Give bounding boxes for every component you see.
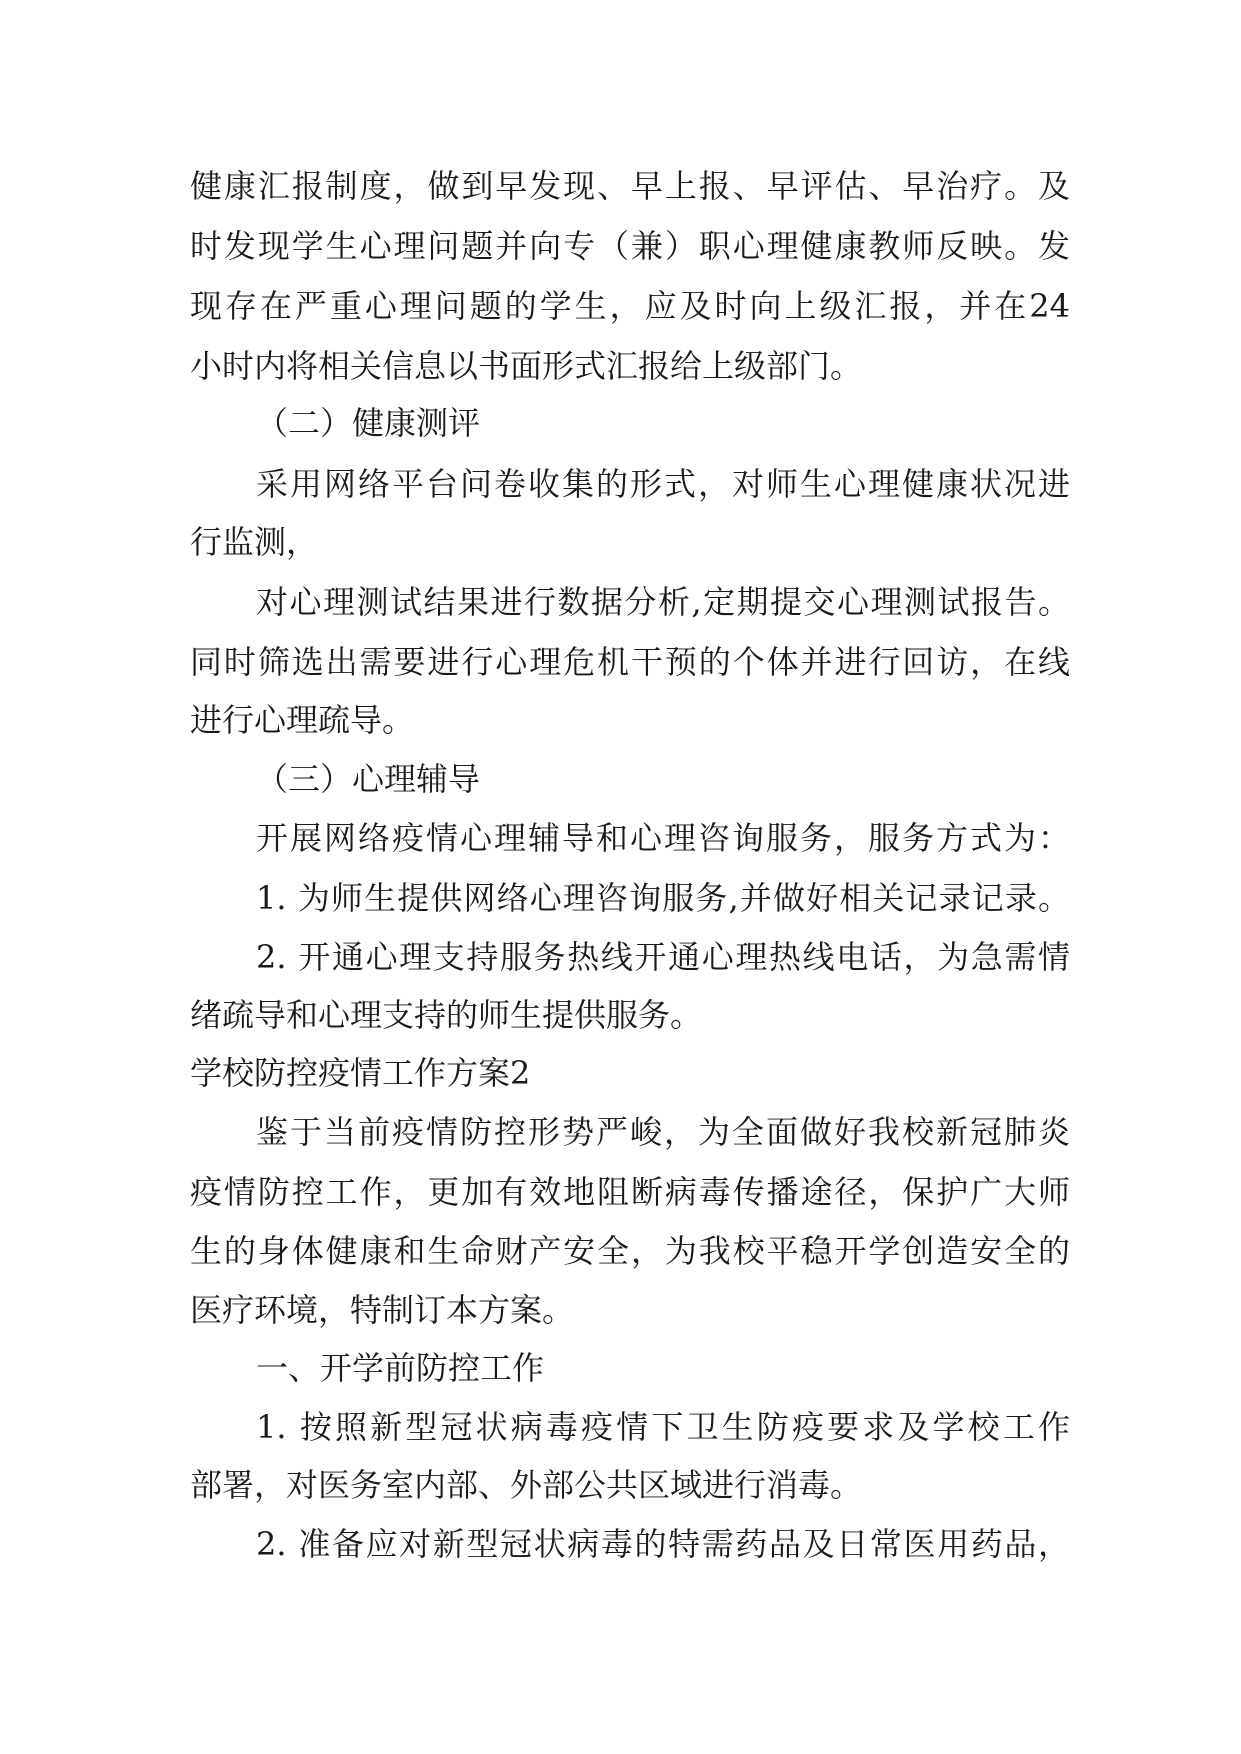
text-line: 行监测， (190, 523, 319, 561)
list-item: 1. 为师生提供网络心理咨询服务,并做好相关记录记录。 (256, 879, 1070, 917)
document-title: 学校防控疫情工作方案2 (190, 1054, 531, 1092)
text-line: 进行心理疏导。 (190, 701, 415, 739)
text-line: 医疗环境，特制订本方案。 (190, 1291, 575, 1329)
text-line: 疫情防控工作，更加有效地阻断病毒传播途径，保护广大师 (190, 1173, 1070, 1211)
text-line: 部署，对医务室内部、外部公共区域进行消毒。 (190, 1466, 863, 1504)
text-line: 小时内将相关信息以书面形式汇报给上级部门。 (190, 347, 863, 385)
text-line: 现存在严重心理问题的学生，应及时向上级汇报，并在24 (190, 287, 1070, 325)
section-heading: （三）心理辅导 (256, 760, 481, 798)
paragraph-first-line: 采用网络平台问卷收集的形式，对师生心理健康状况进 (256, 465, 1070, 503)
text-line: 健康汇报制度，做到早发现、早上报、早评估、早治疗。及 (190, 167, 1070, 205)
text-line: 同时筛选出需要进行心理危机干预的个体并进行回访，在线 (190, 643, 1070, 681)
paragraph-first-line: 鉴于当前疫情防控形势严峻，为全面做好我校新冠肺炎 (256, 1113, 1070, 1151)
paragraph-first-line: 对心理测试结果进行数据分析,定期提交心理测试报告。 (256, 583, 1070, 621)
list-item: 1. 按照新型冠状病毒疫情下卫生防疫要求及学校工作 (256, 1408, 1070, 1446)
list-item: 2. 准备应对新型冠状病毒的特需药品及日常医用药品， (256, 1525, 1070, 1563)
text-line: 生的身体健康和生命财产安全，为我校平稳开学创造安全的 (190, 1232, 1070, 1270)
paragraph-first-line: 开展网络疫情心理辅导和心理咨询服务，服务方式为： (256, 819, 1070, 857)
section-heading: （二）健康测评 (256, 404, 481, 442)
text-line: 绪疏导和心理支持的师生提供服务。 (190, 996, 703, 1034)
list-item: 2. 开通心理支持服务热线开通心理热线电话，为急需情 (256, 938, 1070, 976)
text-line: 时发现学生心理问题并向专（兼）职心理健康教师反映。发 (190, 227, 1070, 265)
section-heading: 一、开学前防控工作 (256, 1349, 545, 1387)
